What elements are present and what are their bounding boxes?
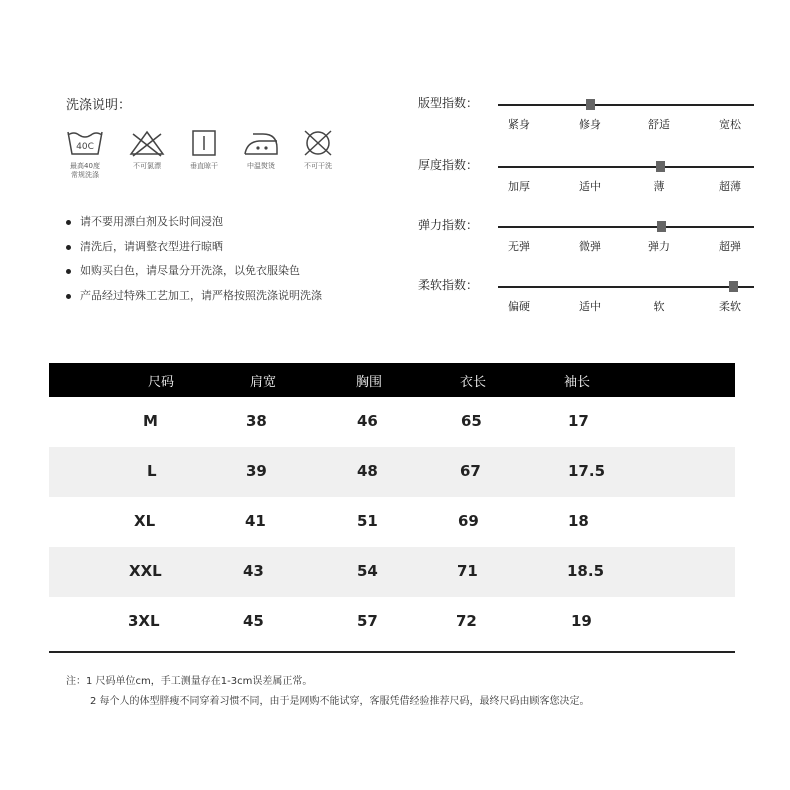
no-bleach-icon — [127, 128, 167, 158]
index-label: 柔软指数： — [418, 278, 479, 292]
index-tick: 薄 — [653, 180, 665, 193]
table-row — [49, 397, 735, 447]
length-cell: 69 — [458, 512, 479, 530]
symbol-caption: 不可氯漂 — [133, 162, 161, 170]
index-label: 厚度指数： — [418, 158, 479, 172]
symbol-caption: 垂直晾干 — [190, 162, 218, 170]
index-marker — [657, 221, 666, 232]
table-row — [49, 447, 735, 497]
index-tick: 偏硬 — [508, 300, 530, 313]
size-table — [49, 363, 735, 647]
index-label: 弹力指数： — [418, 218, 479, 232]
chest-cell: 57 — [357, 612, 378, 630]
sleeve-cell: 17.5 — [568, 462, 606, 480]
fit-index — [418, 96, 758, 136]
footnote-2: 2 每个人的体型胖瘦不同穿着习惯不同，由于是网购不能试穿，客服凭借经验推荐尺码，最终尺码由顾客您决定。 — [90, 696, 590, 707]
column-header: 胸围 — [356, 375, 383, 390]
no-bleach-symbol — [124, 128, 170, 171]
chest-cell: 48 — [357, 462, 378, 480]
index-tick: 弹力 — [648, 240, 670, 253]
shoulder-cell: 41 — [245, 512, 266, 530]
column-header: 肩宽 — [250, 375, 277, 390]
shoulder-cell: 45 — [243, 612, 264, 630]
index-tick: 紧身 — [508, 118, 530, 131]
size-cell: 3XL — [128, 612, 160, 630]
size-cell: M — [143, 412, 158, 430]
wash-instructions-title: 洗涤说明： — [66, 98, 132, 113]
table-row — [49, 597, 735, 647]
wash-note: 请不要用漂白剂及长时间浸泡 — [66, 214, 396, 239]
index-tick: 无弹 — [508, 240, 530, 253]
iron-medium-icon — [241, 128, 281, 158]
column-header: 袖长 — [564, 375, 591, 390]
sleeve-cell: 17 — [568, 412, 589, 430]
wash-note: 产品经过特殊工艺加工，请严格按照洗涤说明洗涤 — [66, 288, 396, 313]
index-tick: 适中 — [579, 300, 601, 313]
index-marker — [586, 99, 595, 110]
wash-note: 如购买白色，请尽量分开洗涤，以免衣服染色 — [66, 263, 396, 288]
index-scale-line — [498, 286, 754, 288]
index-tick: 软 — [653, 300, 665, 313]
shoulder-cell: 39 — [246, 462, 267, 480]
no-dry-clean-icon — [298, 128, 338, 158]
table-row — [49, 497, 735, 547]
length-cell: 72 — [456, 612, 477, 630]
index-tick: 修身 — [579, 118, 601, 131]
wash-40-symbol — [62, 128, 108, 180]
symbol-caption: 中温熨烫 — [247, 162, 275, 170]
hang-dry-symbol — [181, 128, 227, 171]
table-row — [49, 547, 735, 597]
column-header: 衣长 — [460, 375, 487, 390]
index-scale-line — [498, 226, 754, 228]
softness-index — [418, 278, 758, 318]
index-tick: 适中 — [579, 180, 601, 193]
hang-dry-icon — [184, 128, 224, 158]
table-bottom-rule — [49, 651, 735, 653]
length-cell: 71 — [457, 562, 478, 580]
index-tick: 舒适 — [648, 118, 670, 131]
index-tick: 超薄 — [719, 180, 741, 193]
symbol-caption: 不可干洗 — [304, 162, 332, 170]
iron-medium-symbol — [238, 128, 284, 171]
index-label: 版型指数： — [418, 96, 479, 110]
sleeve-cell: 19 — [571, 612, 592, 630]
symbol-caption: 最高40度 常规洗涤 — [70, 162, 100, 179]
index-tick: 加厚 — [508, 180, 530, 193]
shoulder-cell: 38 — [246, 412, 267, 430]
index-scale-line — [498, 104, 754, 106]
wash-temp-label: 40C — [76, 142, 94, 152]
wash-note: 清洗后，请调整衣型进行晾晒 — [66, 239, 396, 264]
index-tick: 微弹 — [579, 240, 601, 253]
table-header — [49, 363, 735, 397]
footnote-1: 注：1 尺码单位cm，手工测量存在1-3cm误差属正常。 — [66, 676, 313, 687]
length-cell: 67 — [460, 462, 481, 480]
elasticity-index — [418, 218, 758, 258]
size-cell: L — [147, 462, 157, 480]
index-scale-line — [498, 166, 754, 168]
size-cell: XL — [134, 512, 156, 530]
size-cell: XXL — [129, 562, 162, 580]
index-marker — [729, 281, 738, 292]
shoulder-cell: 43 — [243, 562, 264, 580]
index-marker — [656, 161, 665, 172]
no-dry-clean-symbol — [295, 128, 341, 171]
sleeve-cell: 18 — [568, 512, 589, 530]
wash-40-icon — [65, 128, 105, 158]
wash-notes-list — [66, 214, 396, 312]
chest-cell: 54 — [357, 562, 378, 580]
index-tick: 超弹 — [719, 240, 741, 253]
index-tick: 柔软 — [719, 300, 741, 313]
sleeve-cell: 18.5 — [567, 562, 605, 580]
column-header: 尺码 — [148, 375, 175, 390]
index-tick: 宽松 — [719, 118, 741, 131]
chest-cell: 46 — [357, 412, 378, 430]
length-cell: 65 — [461, 412, 482, 430]
chest-cell: 51 — [357, 512, 378, 530]
thickness-index — [418, 158, 758, 198]
